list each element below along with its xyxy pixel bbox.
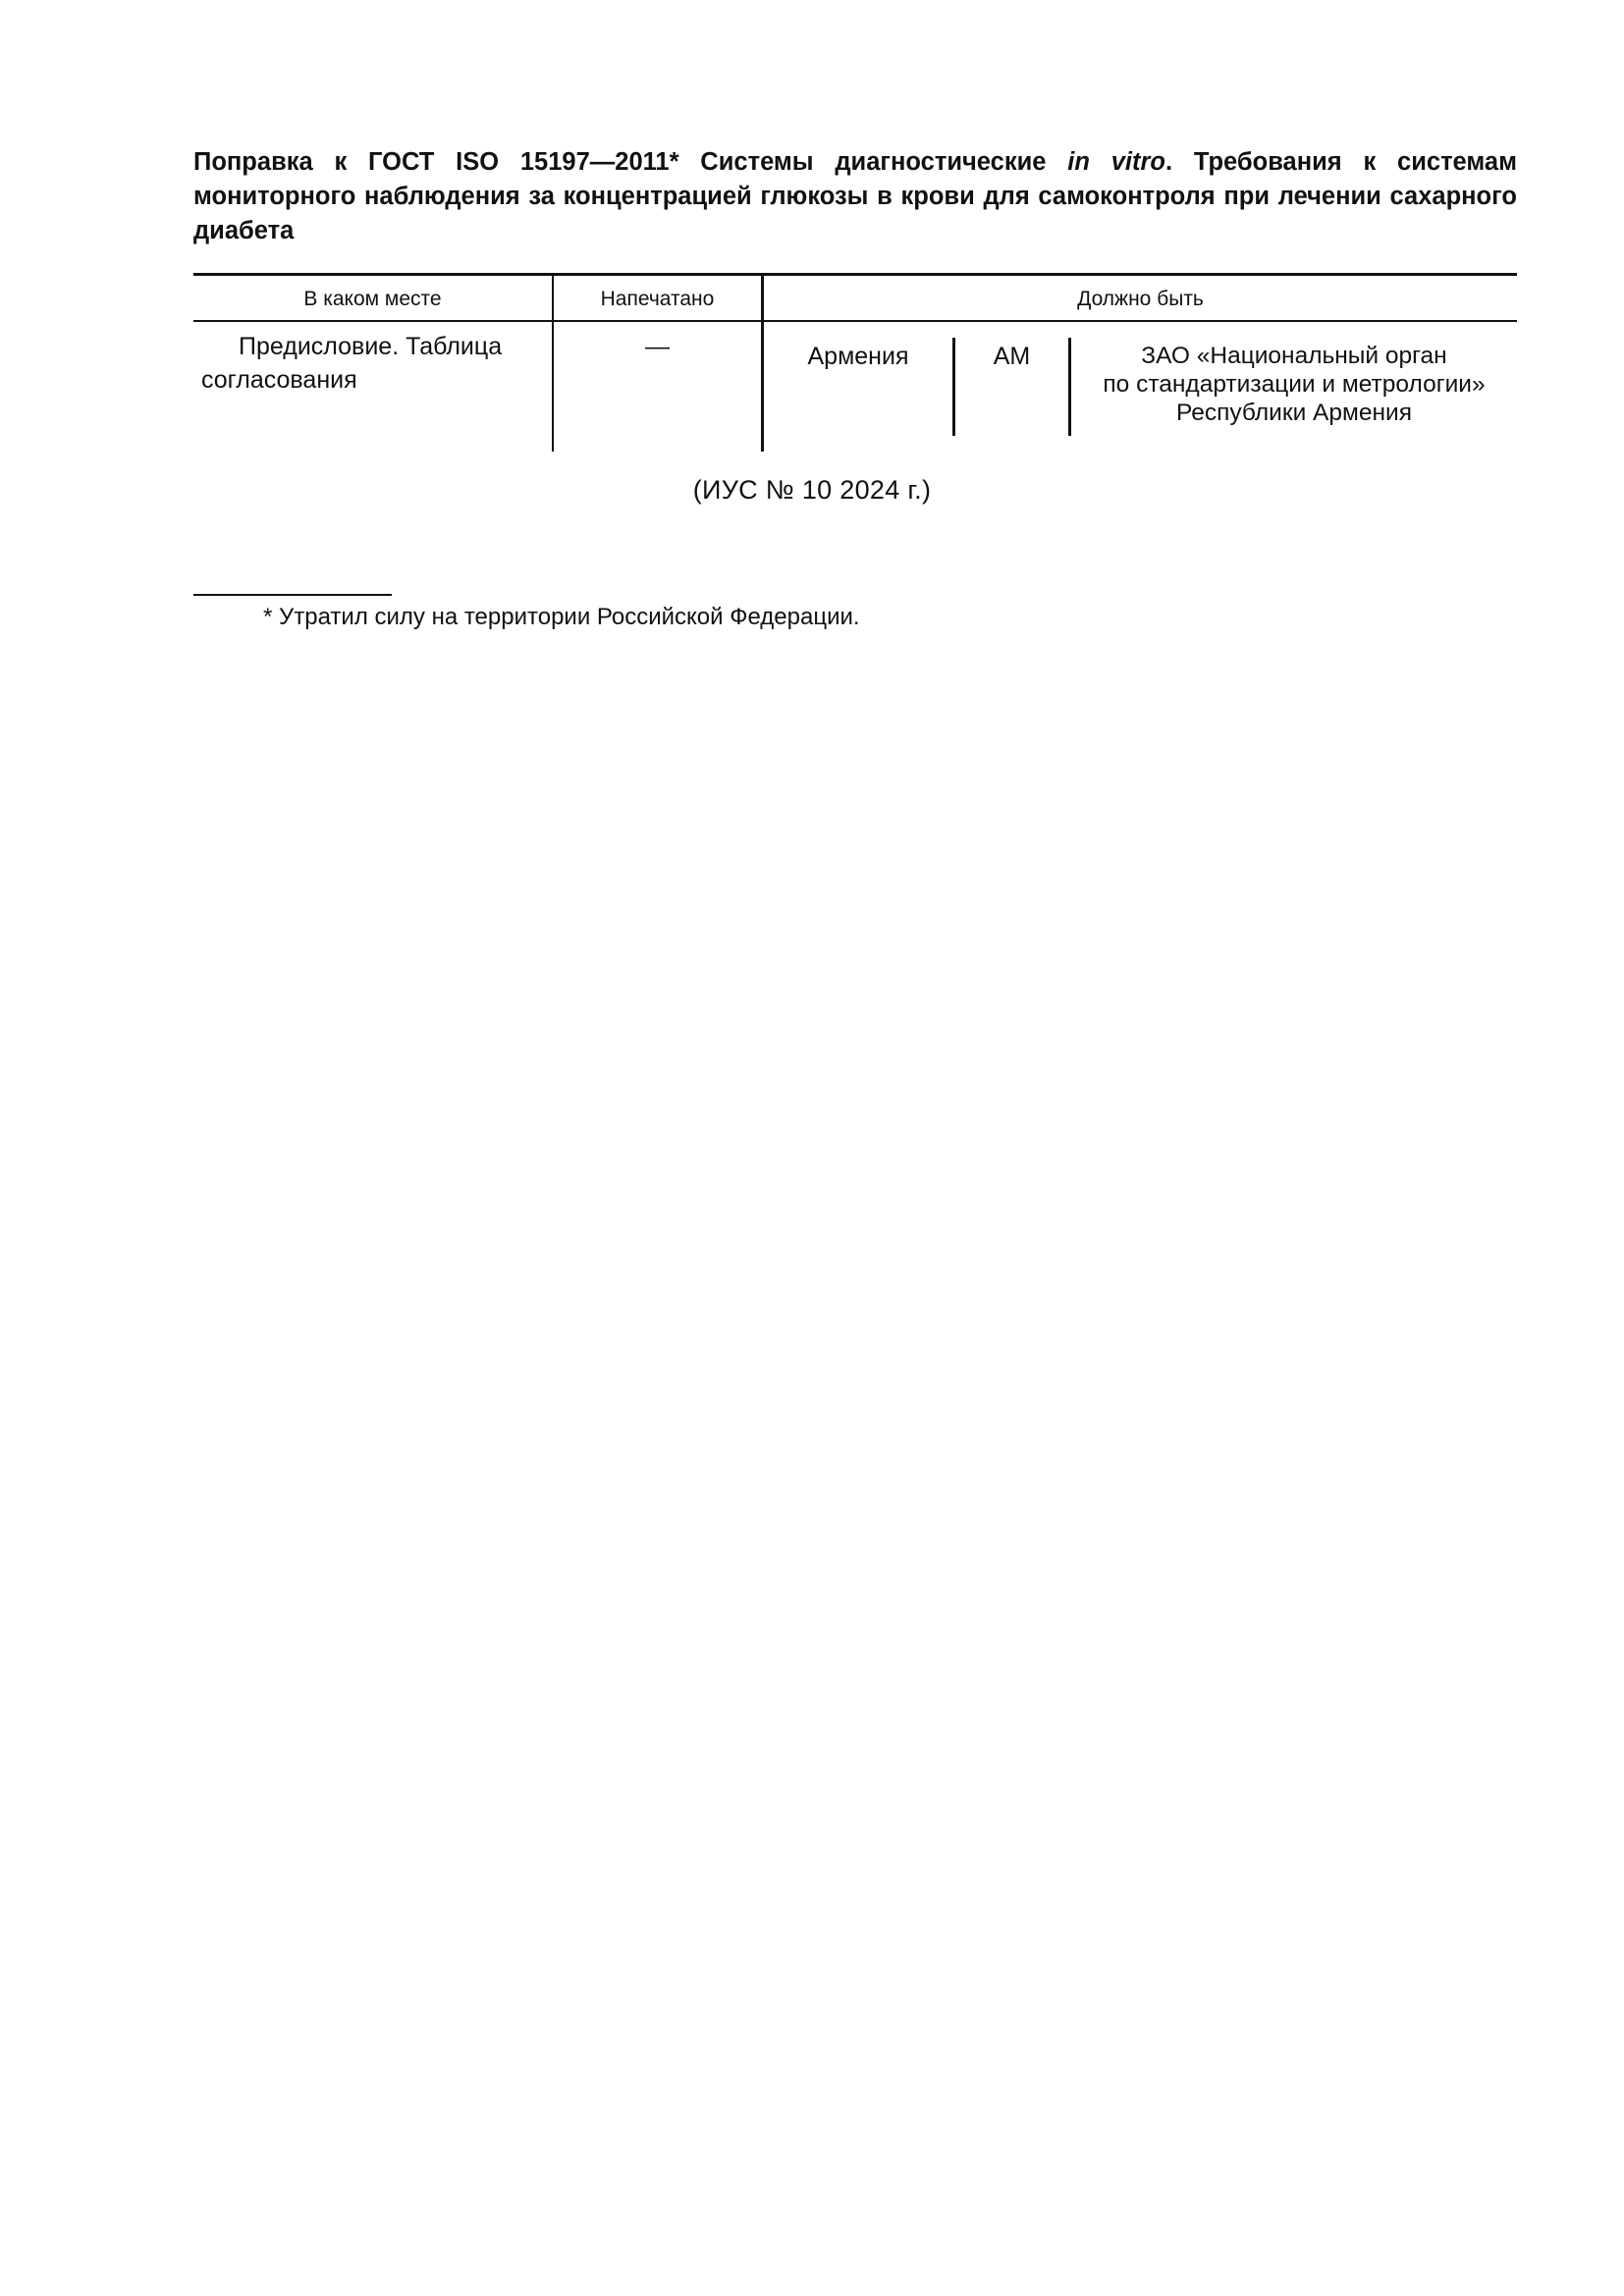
table-header-rule bbox=[193, 320, 1517, 322]
cell-where-line-1: Предисловие. Таблица bbox=[239, 333, 503, 360]
table-top-rule bbox=[193, 273, 1517, 276]
cell-organization bbox=[1071, 342, 1517, 427]
title-part-1: Поправка к ГОСТ ISO 15197—2011* Системы диагностические bbox=[193, 148, 1068, 176]
footnote-text: * Утратил силу на территории Российской Федерации. bbox=[263, 604, 860, 630]
header-printed: Напечатано bbox=[600, 288, 715, 310]
header-where: В каком месте bbox=[303, 288, 442, 310]
title-italic-in-vitro: in vitro bbox=[1067, 148, 1165, 176]
header-should-be: Должно быть bbox=[1077, 288, 1204, 310]
cell-country: Армения bbox=[807, 343, 909, 370]
cell-country-code: AM bbox=[993, 343, 1031, 370]
amendment-table bbox=[193, 273, 1517, 452]
cell-where bbox=[201, 330, 545, 397]
ius-note: (ИУС № 10 2024 г.) bbox=[692, 475, 932, 505]
cell-organization-line-1: ЗАО «Национальный орган bbox=[1141, 343, 1447, 369]
cell-organization-line-3: Республики Армения bbox=[1176, 400, 1412, 426]
cell-printed: — bbox=[645, 333, 670, 360]
title-part-2: . Требования к системам мониторного наблюдения за концентрацией глюкозы в крови для самоконтроля при лечении сахарного диабета bbox=[193, 148, 1517, 244]
cell-organization-line-2: по стандартизации и метрологии» bbox=[1103, 371, 1486, 398]
document-title bbox=[193, 145, 1517, 248]
cell-where-line-2: согласования bbox=[201, 366, 357, 394]
footnote-rule bbox=[193, 594, 392, 596]
